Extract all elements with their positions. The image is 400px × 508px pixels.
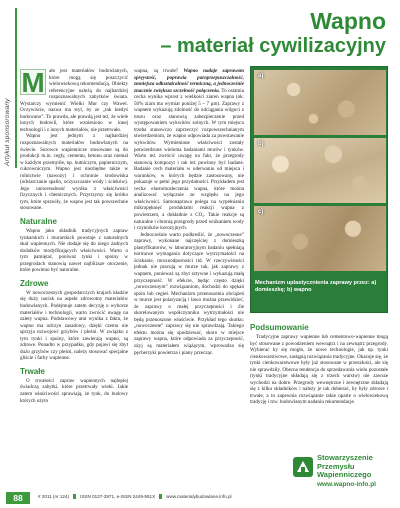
website-link[interactable]: www.wapno-info.pl [317,481,376,488]
paragraph: Wapno jako składnik tradycyjnych zapraw tynkarskich i murarskich powstaje z naturalnych skał wapiennych. Nie dodaje się do niego żadnych dodatków modyfikujących właściwości. Warto o tym pamiętać, poniważ tynki i spoiny w przegrodach stanowią nawet najbliższe otoczenie, które powinno być naturalne. [20,228,128,274]
heading-trwale: Trwałe [20,366,45,376]
column-2 [134,68,244,356]
column-3 [250,322,388,406]
heading-zdrowe: Zdrowe [20,278,49,288]
intro-text: ało jest materiałów budowlanych, które mogą się poszczycić wielowiekową rekomendacją. Obiekty referencyjne należą do najbardziej rozpoznawalnych zabytków świata. Wystarczy wymienić Wielki Mur czy Wawel. Oczywiście, nazwa ma styl, by ze „tak kiedyś budowano”. To prawda, ale prawdą jest też, że wiele innych budowli, które wzniesiono w innej technologii i z innych materiałów, nie przetrwało. [20,68,128,133]
sponsored-label: Artykuł sponsorowany [4,98,11,166]
footer-website-link[interactable]: www.materialybudowlane.info.pl [166,494,232,499]
paragraph [134,68,244,232]
article-title [160,8,386,58]
title-main: Wapno [310,8,386,34]
paragraph: O trwałości zapraw wapiennych najlepiej świadczą zabytki, które przetrwały wieki. Jakie zatem właściwości sprawiają, że tynk, do budowy których użyto [20,377,128,404]
paragraph: Jednocześnie warto podkreślić, że „nowoczesne” zaprawy, wykonane najczęściej z domieszką plastyfikatorów, w laboratoryjnym badaniu spełniają normowe wymagania dotyczące wytrzymałości na ściskanie, mrozoodporności itd. W rzeczywistości jednak nie pracują w murze tak, jak zaprawy z wapnem, ponieważ są zbyt sztywne i wykazują małą przyczepność. W efekcie, będąc często dzięki „nowoczesnym” rozwiązaniom, dochodzi do spękań spoin lub cegieł. Mechanizm przenoszenia obciążeń w murze jest polaryzacją i ławo można przewidzieć, że zaprawy o małej przyczepności i źle skorelowanym współczynniku wytrzymałości nie będą przenoszone właściwie. Przykład tego skutku: „nowoczesne” zaprawy się nie sprawdzają. Takiego efektu można się spodziewać, skoro w miejsce zaprawy wapna, które odpowiada za przyczepność, użyj są materiałem wiążącym, wprowadza się pęcherzyki powietrza i piany przecząc. [134,231,244,356]
photo-label: a) [258,73,264,79]
text-run: wapna, są trwałe? [134,68,184,74]
association-logo [292,454,392,494]
paragraph: W nowoczesnych gospodarczych krajach kładzie się duży nacisk na aspekt zdrowotny materiałów budowlanych. Podejmuje zatem decyzję o wyborze materiałów i technologii, warto zwrócić uwagę na zalety wapna. Podstawowy atut wynika z faktu, że wapno ma odczyn zasadowy, dzięki czemu nie sprzyja rozwojowi grzybów i pleśni. W związku z tym tynki i spoiny, które zawierają wapno, są zdrowe. Ponadto w przypadku, gdy pojawi się zbyt dużo grzybów czy pleśni, należy stosować specjalne gliście i farby wapienne. [20,289,128,362]
heading-naturalne: Naturalne [20,217,57,227]
logo-text [317,454,373,480]
micrograph-image [254,138,386,203]
paragraph: Tradycyjne zaprawy wapienne lub cementowo-wapienne mogą być stosowane z powodzeniem wewnątrz i na zewnątrz przegrody. Wybierać by się mogło, że nowe technologie, jak np. tynki cienkowarstwowe, zastąpią rozwiązania tradycyjne. Okazuje się, że tynki cienkowarstwowe były już stosowane w przeszłości, ale się nie sprawdziły. Obecna tendencja do sprzedawania wielu pozostałe (tynki tradycyjne składają się z trzech warstw) nie zawsze wychodzi na dobre. Przegrody wewnętrzne i zewnętrzne składają się z kilku składników i należy je tak dobierać, by były zdrowe i trwałe, a to zapewnia rozwiązanie takie oparte o wielowiekową tradycję i tzw. budowlanym nadaniu rekomendacje. [250,334,388,406]
photo-label: b) [258,141,264,147]
photo-caption: Mechanizm uplastycznienia zaprawy przez: a) domieszkę; b) wapno [255,280,377,294]
logo-mark-icon [292,456,314,478]
photo-panel [250,66,388,313]
footer [38,494,232,499]
micrograph-image [254,206,386,271]
issue-info: # 2011 (nr 124) [38,494,70,499]
drop-cap: M [21,67,45,98]
micrograph-image [254,70,386,135]
separator [159,494,162,499]
issn-info: ISSN 0137-2971, e-ISSN 2449-951X [80,494,156,499]
accent-bar [15,8,17,168]
intro-paragraph [20,68,128,133]
logo-line: Wapienniczego [317,470,372,479]
logo-line: Stowarzyszenie [317,453,373,462]
emphasis-text: Wapno nadaje zaprawom spręystość, poprawia paroprzepuszczalność, zmniejsza odkształcalność termiczną, a jednocześnie znacznie zwiększa szczelność połączenia. [134,68,244,94]
text-run: To ostatnia cecha wynika wprost z wielkości ziaren wapna (ok. 50% ziarn ma wymiar poniżej 5 – 7 µm). Zaprawy z wapnem wykazują zdolność do odciągania wilgoci z muru oraz stanowią zabezpieczenie przed występowaniem wykwitów solnych. W tym miejscu trzeba stanowczo zaprzeczyć rozpowszechnianym stwierdzeniom, że wapno odpowiada za powstawanie wykwitów. Wymienione właściwości zostały potwierdzone wieloma badaniami murów i tynków. Warto też zwrócić uwagę na fakt, że przegrody stanowią kompozyt i tak też powinny być badane. Badanie cech materiału w oderwaniu od miejsca i warunków, w których będzie zastosowany, nie pokazuje w pełni jego przydatności. Przykładem jest cecha elastomosleczenia wapna, które można analizować wyłącznie ze względu na jego właściwości. Samonaprawa polega na wypełnianiu mikropęknięć produktami reakcji wapna z powietrzem, a dokładnie z CO₂. Takie reakcje są naturalne i chronią przegrody przed wnikaniem wody i czynników korozyjnych. [134,87,244,232]
title-sub: – materiał cywilizacyjny [160,35,386,57]
heading-podsumowanie: Podsumowanie [250,323,309,332]
column-1 [20,68,128,404]
photo-label: c) [258,209,264,215]
paragraph: Wapno jest jednym z najbardziej rozpoznawalnych materiałów budowlanych na świecie. Surowce wapiennicze stosowane są do produkcji m.in. cegły, cementu, betonu oraz niemal w każdym przemyśle, np. hutniczym, papierniczym, cukrowniczym. Wapno jest niezbędne także w rolnictwie (nawozy) i ochronie środowiska (odsiarczanie spalin, oczyszczanie wody i ścieków). Jego uniwersalność wynika z właściwości fizycznych i chemicznych. Przytrzymy się krótko tym, które sprawiły, że wapno jest tak powszechnie stosowane. [20,133,128,212]
separator [73,494,76,499]
page-number: 88 [6,492,30,504]
logo-line: Przemysłu [317,461,355,471]
